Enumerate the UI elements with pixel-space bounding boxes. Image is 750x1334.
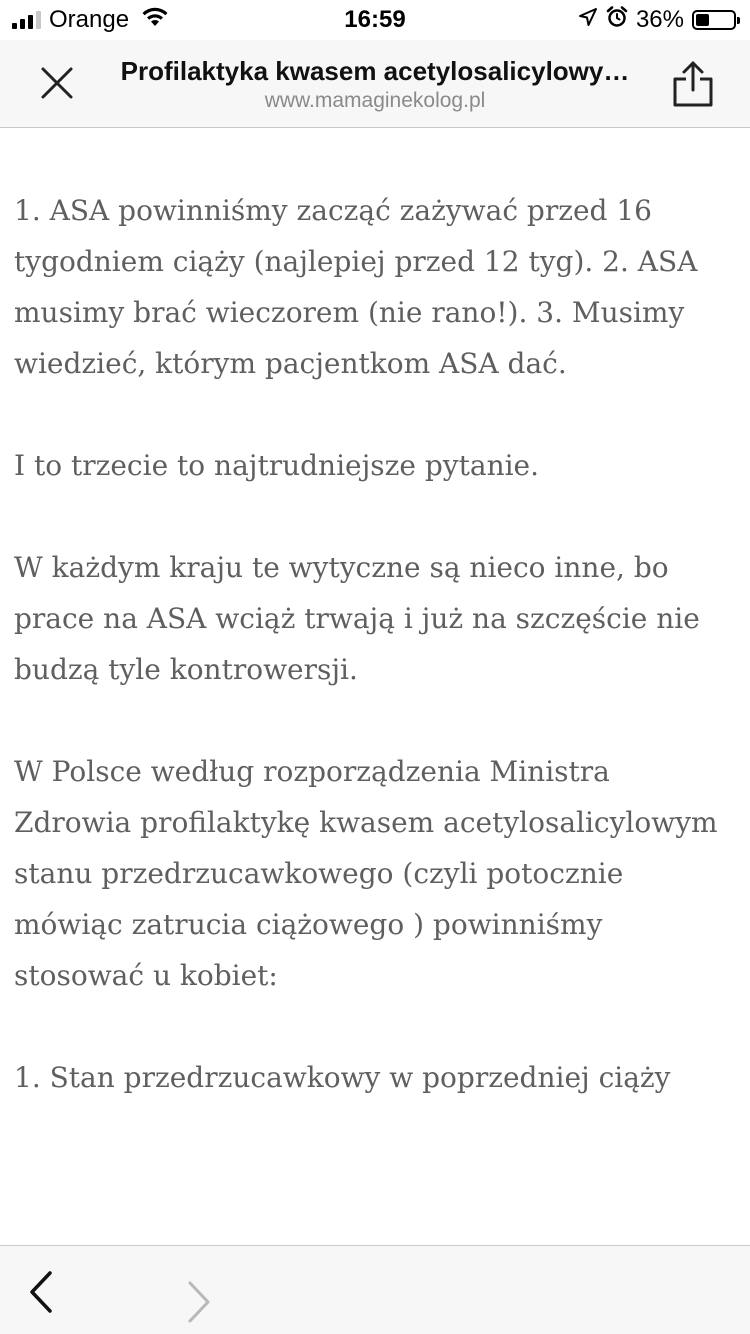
alarm-icon	[606, 6, 628, 35]
carrier-name: Orange	[49, 6, 130, 33]
article-paragraph: 1. ASA powinniśmy zacząć zażywać przed 16 tygodniem ciąży (najlepiej przed 12 tyg). 2. ASA musimy brać wieczorem (nie rano!). 3. Musimy wiedzieć, którym pacjentkom ASA dać.	[14, 194, 698, 380]
location-arrow-icon	[578, 6, 598, 34]
back-button[interactable]	[26, 1270, 56, 1314]
status-bar	[0, 0, 750, 40]
share-button[interactable]	[672, 60, 714, 108]
page-url: www.mamaginekolog.pl	[264, 89, 486, 112]
page-title: Profilaktyka kwasem acetylosalicylowy…	[120, 56, 630, 86]
close-icon	[38, 64, 76, 102]
article-paragraph: W każdym kraju te wytyczne są nieco inne, bo prace na ASA wciąż trwają i już na szczęście nie budzą tyle kontrowersji.	[14, 551, 700, 686]
clock: 16:59	[344, 6, 406, 33]
article-paragraph: W Polsce według rozporządzenia Ministra Zdrowia profilaktykę kwasem acetylosalicylowym stanu przedrzucawkowego (czyli potocznie mówiąc zatrucia ciążowego ) powinniśmy stosować u kobiet:	[14, 755, 718, 992]
battery-percent: 36%	[635, 6, 684, 33]
battery-icon	[692, 10, 736, 30]
share-icon	[672, 60, 714, 108]
bottom-toolbar	[0, 1245, 750, 1334]
forward-button[interactable]	[184, 1280, 214, 1324]
back-chevron-icon	[26, 1270, 56, 1314]
article-paragraph: 1. Stan przedrzucawkowy w poprzedniej ciąży	[14, 1061, 671, 1094]
title-block	[100, 54, 650, 114]
browser-header	[0, 40, 750, 128]
forward-chevron-icon	[184, 1280, 214, 1324]
article-body	[14, 185, 734, 1245]
close-button[interactable]	[38, 64, 76, 102]
article-paragraph: I to trzecie to najtrudniejsze pytanie.	[14, 449, 540, 482]
